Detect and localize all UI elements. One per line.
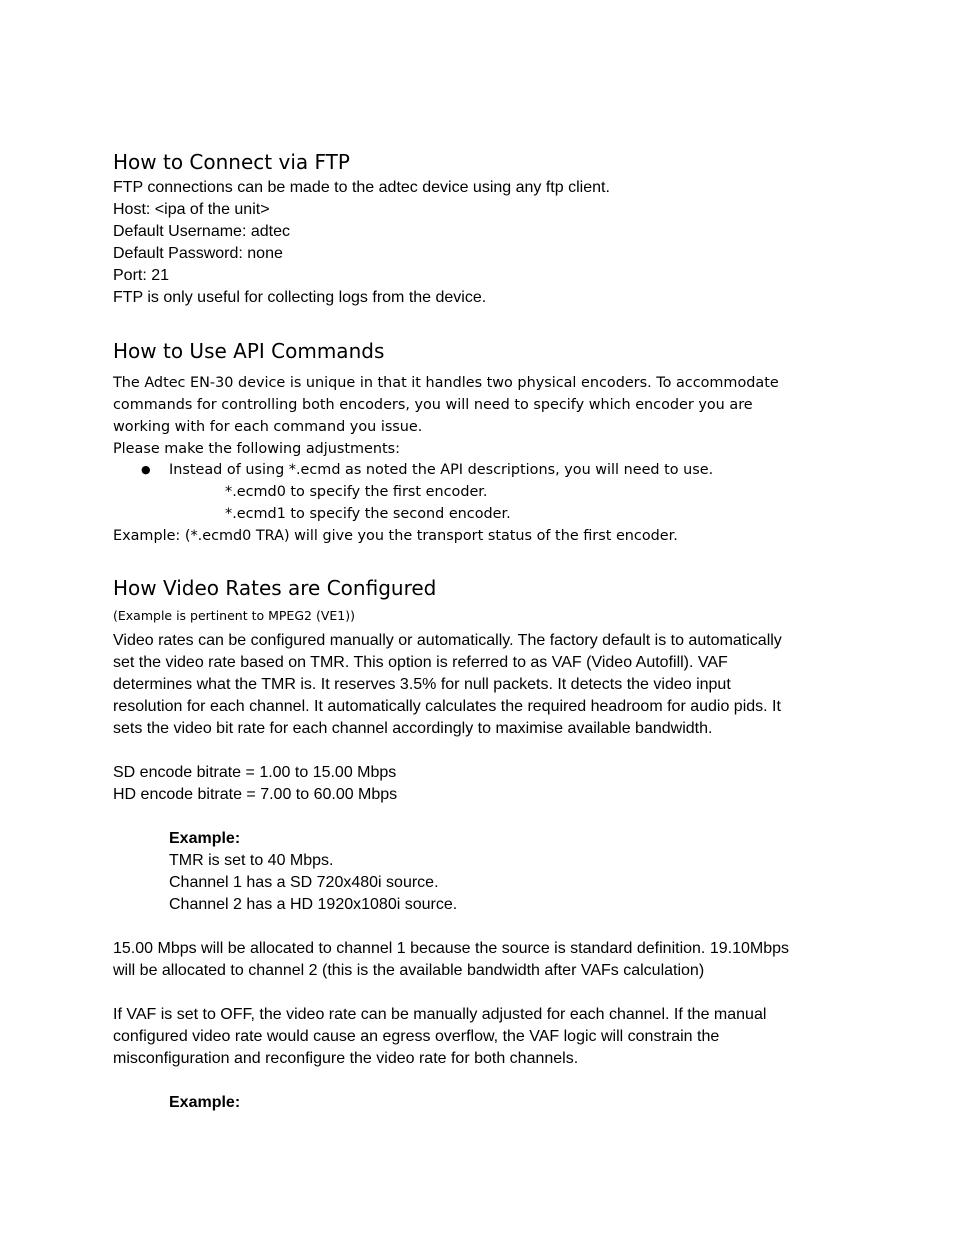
video-para-line: sets the video bit rate for each channel accordingly to maximise available bandwidth. [113,720,713,737]
video-heading: How Video Rates are Configured [113,576,437,600]
api-example: Example: (*.ecmd0 TRA) will give you the transport status of the first encoder. [113,528,678,544]
api-heading: How to Use API Commands [113,339,385,363]
api-bullet: Instead of using *.ecmd as noted the API descriptions, you will need to use. [169,462,714,478]
hd-bitrate: HD encode bitrate = 7.00 to 60.00 Mbps [113,786,398,803]
video-para-line: set the video rate based on TMR. This option is referred to as VAF (Video Autofill). VAF [113,654,728,671]
vaf-off-line: If VAF is set to OFF, the video rate can be manually adjusted for each channel. If the manual [113,1006,767,1023]
vaf-off-line: configured video rate would cause an egress overflow, the VAF logic will constrain the [113,1028,720,1045]
allocation-line: 15.00 Mbps will be allocated to channel 1 because the source is standard definition. 19.10Mbps [113,940,789,957]
example-line: Channel 1 has a SD 720x480i source. [169,874,439,891]
api-line: working with for each command you issue. [113,419,423,435]
ftp-line: FTP connections can be made to the adtec device using any ftp client. [113,179,610,196]
api-sub-item: *.ecmd1 to specify the second encoder. [225,506,511,522]
ftp-line: FTP is only useful for collecting logs from the device. [113,289,487,306]
api-line: Please make the following adjustments: [113,441,401,457]
example-line: TMR is set to 40 Mbps. [169,852,334,869]
video-para-line: resolution for each channel. It automatically calculates the required headroom for audio pids. It [113,698,781,715]
vaf-off-line: misconfiguration and reconfigure the video rate for both channels. [113,1050,579,1067]
api-sub-item: *.ecmd0 to specify the first encoder. [225,484,488,500]
ftp-heading: How to Connect via FTP [113,150,350,174]
bullet-dot: ● [141,463,151,476]
ftp-username: Default Username: adtec [113,223,290,240]
ftp-password: Default Password: none [113,245,283,262]
allocation-line: will be allocated to channel 2 (this is the available bandwidth after VAFs calculation) [113,962,705,979]
video-note: (Example is pertinent to MPEG2 (VE1)) [113,608,355,623]
api-line: The Adtec EN-30 device is unique in that it handles two physical encoders. To accommodate [113,375,779,391]
video-para-line: determines what the TMR is. It reserves 3.5% for null packets. It detects the video input [113,676,731,693]
sd-bitrate: SD encode bitrate = 1.00 to 15.00 Mbps [113,764,397,781]
ftp-port: Port: 21 [113,267,170,284]
api-line: commands for controlling both encoders, you will need to specify which encoder you are [113,397,753,413]
video-para-line: Video rates can be configured manually or automatically. The factory default is to automatically [113,632,782,649]
example-line: Channel 2 has a HD 1920x1080i source. [169,896,458,913]
ftp-host: Host: <ipa of the unit> [113,201,270,218]
example-label: Example: [169,830,241,847]
example-label-2: Example: [169,1094,241,1111]
